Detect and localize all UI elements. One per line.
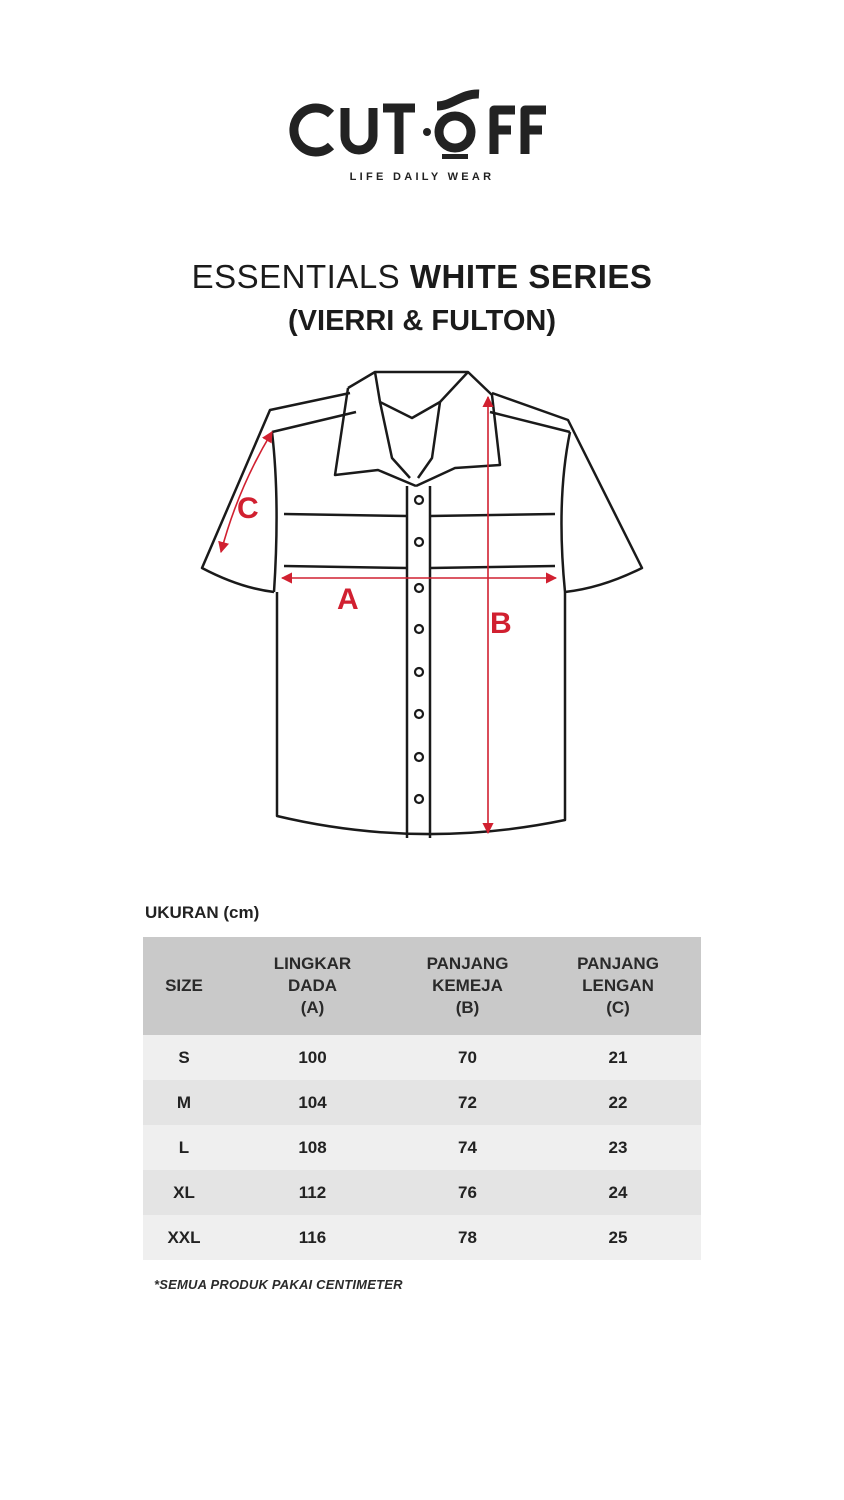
cell-chest: 100 <box>225 1035 400 1080</box>
cell-length: 74 <box>400 1125 535 1170</box>
cell-size: S <box>143 1035 225 1080</box>
cell-size: XXL <box>143 1215 225 1260</box>
shirt-diagram <box>0 360 844 850</box>
cell-sleeve: 21 <box>535 1035 701 1080</box>
label-c: C <box>237 492 259 525</box>
header-panjang-kemeja: PANJANG KEMEJA (B) <box>400 937 535 1035</box>
size-section-label: UKURAN (cm) <box>145 903 260 922</box>
table-row <box>143 1080 701 1125</box>
cell-chest: 104 <box>225 1080 400 1125</box>
button-icon <box>415 668 423 676</box>
table-row <box>143 1215 701 1260</box>
cell-chest: 108 <box>225 1125 400 1170</box>
title-light: ESSENTIALS <box>191 258 401 295</box>
button-icon <box>415 795 423 803</box>
footnote: *SEMUA PRODUK PAKAI CENTIMETER <box>154 1277 403 1292</box>
page-subtitle: (VIERRI & FULTON) <box>288 305 556 337</box>
button-icon <box>415 496 423 504</box>
size-chart-table <box>143 937 701 1260</box>
cell-size: XL <box>143 1170 225 1215</box>
shirt-buttons <box>415 496 423 803</box>
table-row <box>143 1170 701 1215</box>
cell-length: 72 <box>400 1080 535 1125</box>
button-icon <box>415 710 423 718</box>
cell-chest: 116 <box>225 1215 400 1260</box>
cell-sleeve: 25 <box>535 1215 701 1260</box>
label-a: A <box>337 583 359 616</box>
button-icon <box>415 753 423 761</box>
cell-sleeve: 23 <box>535 1125 701 1170</box>
header-size: SIZE <box>143 937 225 1035</box>
cutoff-logo-icon <box>287 88 557 163</box>
button-icon <box>415 538 423 546</box>
page-title <box>0 258 844 296</box>
table-row <box>143 1035 701 1080</box>
table-row <box>143 1125 701 1170</box>
table-header-row <box>143 937 701 1035</box>
cell-chest: 112 <box>225 1170 400 1215</box>
title-bold: WHITE SERIES <box>409 258 653 295</box>
button-icon <box>415 584 423 592</box>
header-panjang-lengan: PANJANG LENGAN (C) <box>535 937 701 1035</box>
brand-tagline: LIFE DAILY WEAR <box>349 171 495 183</box>
cell-sleeve: 24 <box>535 1170 701 1215</box>
label-b: B <box>490 607 512 640</box>
brand-logo <box>0 88 844 163</box>
header-lingkar-dada: LINGKAR DADA (A) <box>225 937 400 1035</box>
cell-size: M <box>143 1080 225 1125</box>
shirt-outline <box>202 372 642 838</box>
cell-length: 70 <box>400 1035 535 1080</box>
cell-length: 78 <box>400 1215 535 1260</box>
cell-length: 76 <box>400 1170 535 1215</box>
cell-size: L <box>143 1125 225 1170</box>
button-icon <box>415 625 423 633</box>
cell-sleeve: 22 <box>535 1080 701 1125</box>
